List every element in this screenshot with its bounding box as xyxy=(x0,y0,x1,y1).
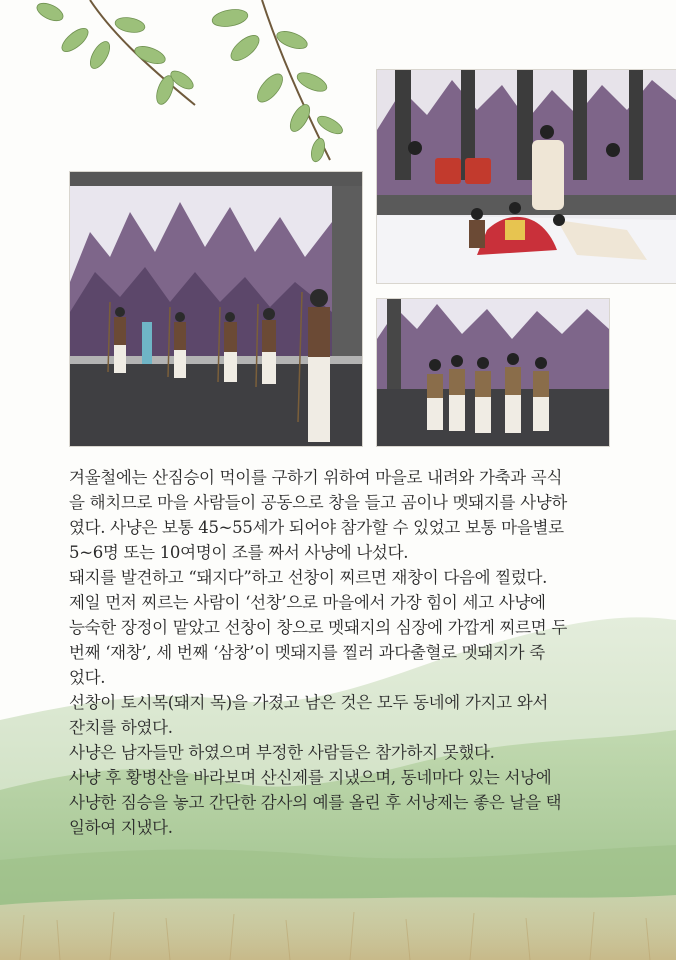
text-line: 였다. 사냥은 보통 45~55세가 되어야 참가할 수 있었고 보통 마을별로 xyxy=(69,518,564,537)
photo-hunters-group xyxy=(376,298,610,447)
text-line: 능숙한 장정이 맡았고 선창이 창으로 멧돼지의 심장에 가깝게 찌르면 두 xyxy=(69,618,568,637)
text-line: 사냥한 짐승을 놓고 간단한 감사의 예를 올린 후 서낭제는 좋은 날을 택 xyxy=(69,793,562,812)
text-line: 겨울철에는 산짐승이 먹이를 구하기 위하여 마을로 내려와 가축과 곡식 xyxy=(69,468,563,487)
paragraph-1 xyxy=(69,465,614,565)
paragraph-4 xyxy=(69,740,614,765)
text-line: 일하여 지냈다. xyxy=(69,818,173,837)
paragraph-3 xyxy=(69,690,614,740)
text-line: 잔치를 하였다. xyxy=(69,718,173,737)
text-line: 선창이 토시목(돼지 목)을 가졌고 남은 것은 모두 동네에 가지고 와서 xyxy=(69,693,549,712)
text-line: 돼지를 발견하고 “돼지다”하고 선창이 찌르면 재창이 다음에 찔렀다. xyxy=(69,568,548,587)
text-line: 사냥은 남자들만 하였으며 부정한 사람들은 참가하지 못했다. xyxy=(69,743,495,762)
paragraph-5 xyxy=(69,765,614,840)
text-line: 사냥 후 황병산을 바라보며 산신제를 지냈으며, 동네마다 있는 서낭에 xyxy=(69,768,552,787)
photo-ritual-performance xyxy=(376,69,676,284)
photo-hunters-procession xyxy=(69,171,363,447)
paragraph-2 xyxy=(69,565,614,690)
text-line: 었다. xyxy=(69,668,106,687)
text-line: 5~6명 또는 10여명이 조를 짜서 사냥에 나섰다. xyxy=(69,543,409,562)
body-text xyxy=(69,465,614,840)
text-line: 제일 먼저 찌르는 사람이 ‘선창’으로 마을에서 가장 힘이 세고 사냥에 xyxy=(69,593,546,612)
text-line: 을 해치므로 마을 사람들이 공동으로 창을 들고 곰이나 멧돼지를 사냥하 xyxy=(69,493,568,512)
text-line: 번째 ‘재창’, 세 번째 ‘삼창’이 멧돼지를 찔러 과다출혈로 멧돼지가 죽 xyxy=(69,643,545,662)
